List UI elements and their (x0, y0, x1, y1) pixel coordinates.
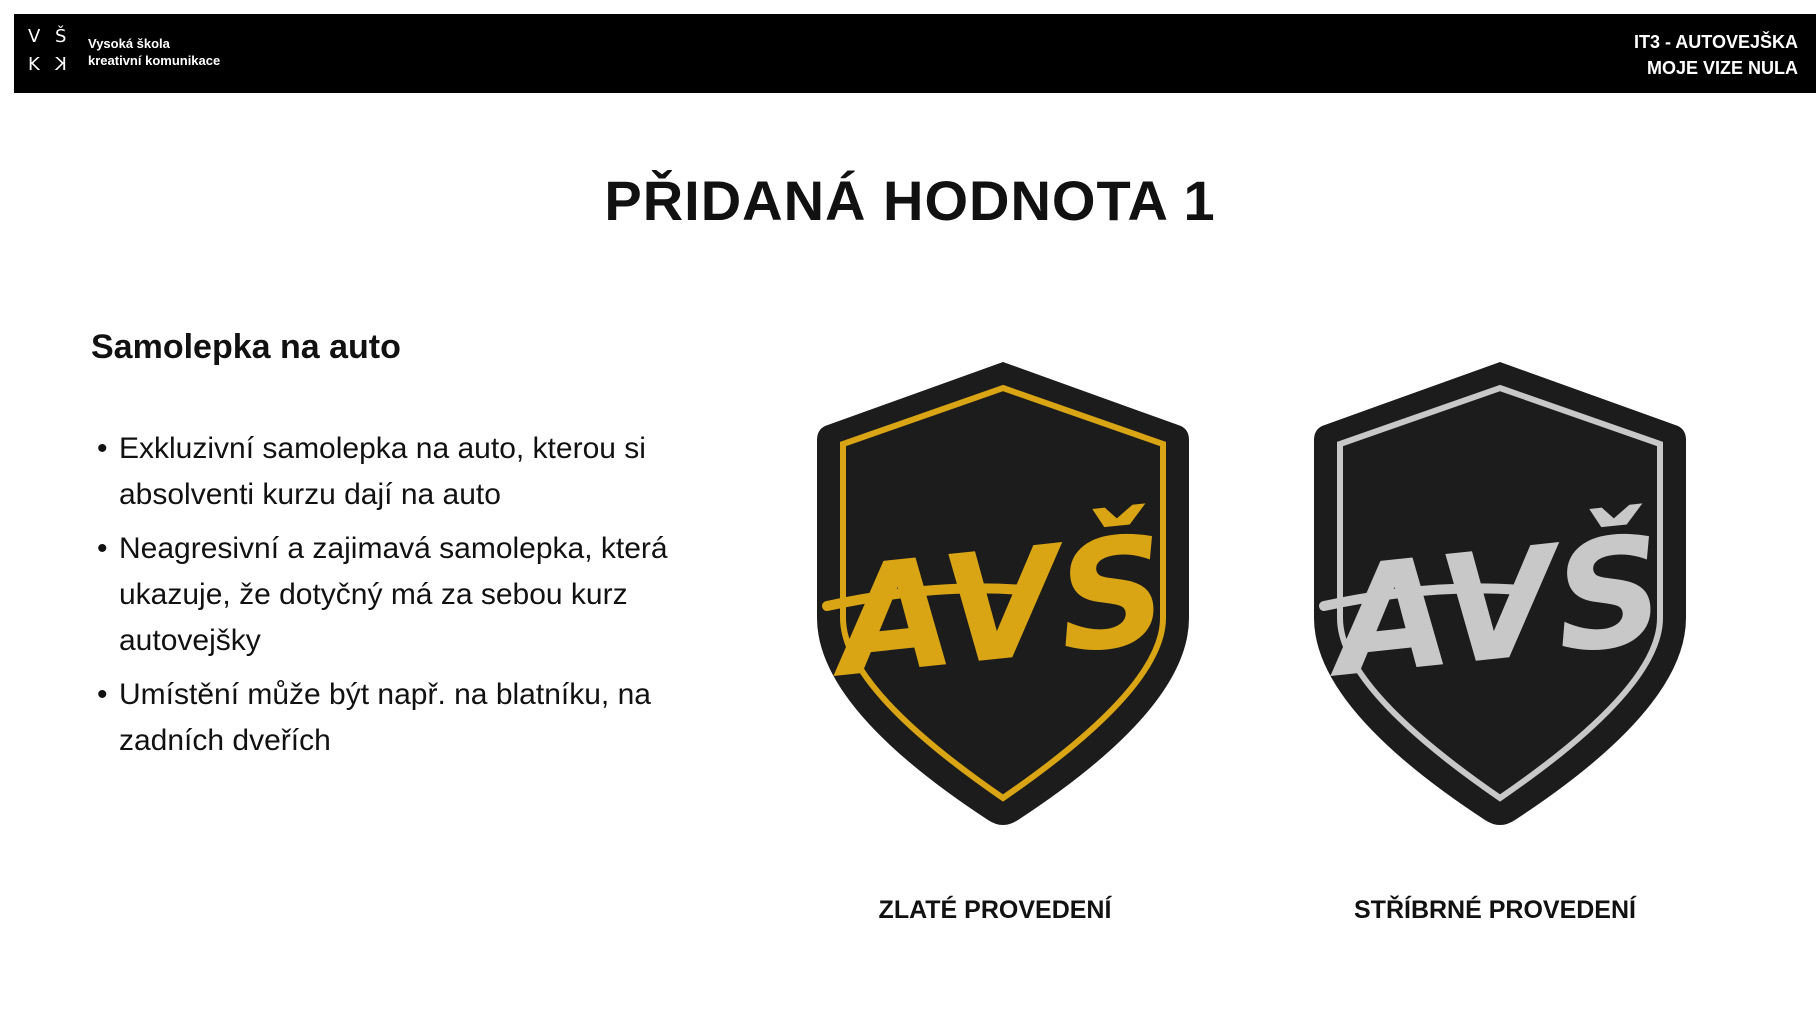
section-subtitle: Samolepka na auto (91, 328, 401, 366)
course-info (1634, 29, 1798, 81)
school-name (88, 35, 220, 69)
bullet-list (95, 426, 695, 772)
logo-letter: K (28, 54, 40, 75)
gold-variant-label: ZLATÉ PROVEDENÍ (878, 896, 1112, 924)
sticker-monogram: AVŠ (828, 503, 1176, 711)
logo-letter: K (55, 54, 67, 75)
bullet-item: • Umístění může být např. na blatníku, na zadních dveřích (95, 672, 695, 764)
silver-sticker-shield-icon (1310, 358, 1690, 828)
bullet-item: • Exkluzivní samolepka na auto, kterou si absolventi kurzu dají na auto (95, 426, 695, 518)
silver-variant-label: STŘÍBRNÉ PROVEDENÍ (1354, 896, 1636, 924)
school-logo (28, 28, 78, 80)
course-code: IT3 - AUTOVEJŠKA (1633, 32, 1798, 52)
gold-sticker-shield-icon (813, 358, 1193, 828)
course-project: MOJE VIZE NULA (1646, 58, 1798, 78)
top-bar (14, 14, 1816, 93)
page-title: PŘIDANÁ HODNOTA 1 (604, 169, 1216, 232)
school-name-line: kreativní komunikace (88, 53, 221, 68)
school-name-line: Vysoká škola (88, 36, 170, 51)
sticker-monogram: AVŠ (1325, 503, 1673, 711)
logo-letter: Š (55, 26, 67, 47)
logo-letter: V (28, 26, 41, 47)
bullet-item: • Neagresivní a zajimavá samolepka, která ukazuje, že dotyčný má za sebou kurz autovejšky (95, 526, 695, 664)
